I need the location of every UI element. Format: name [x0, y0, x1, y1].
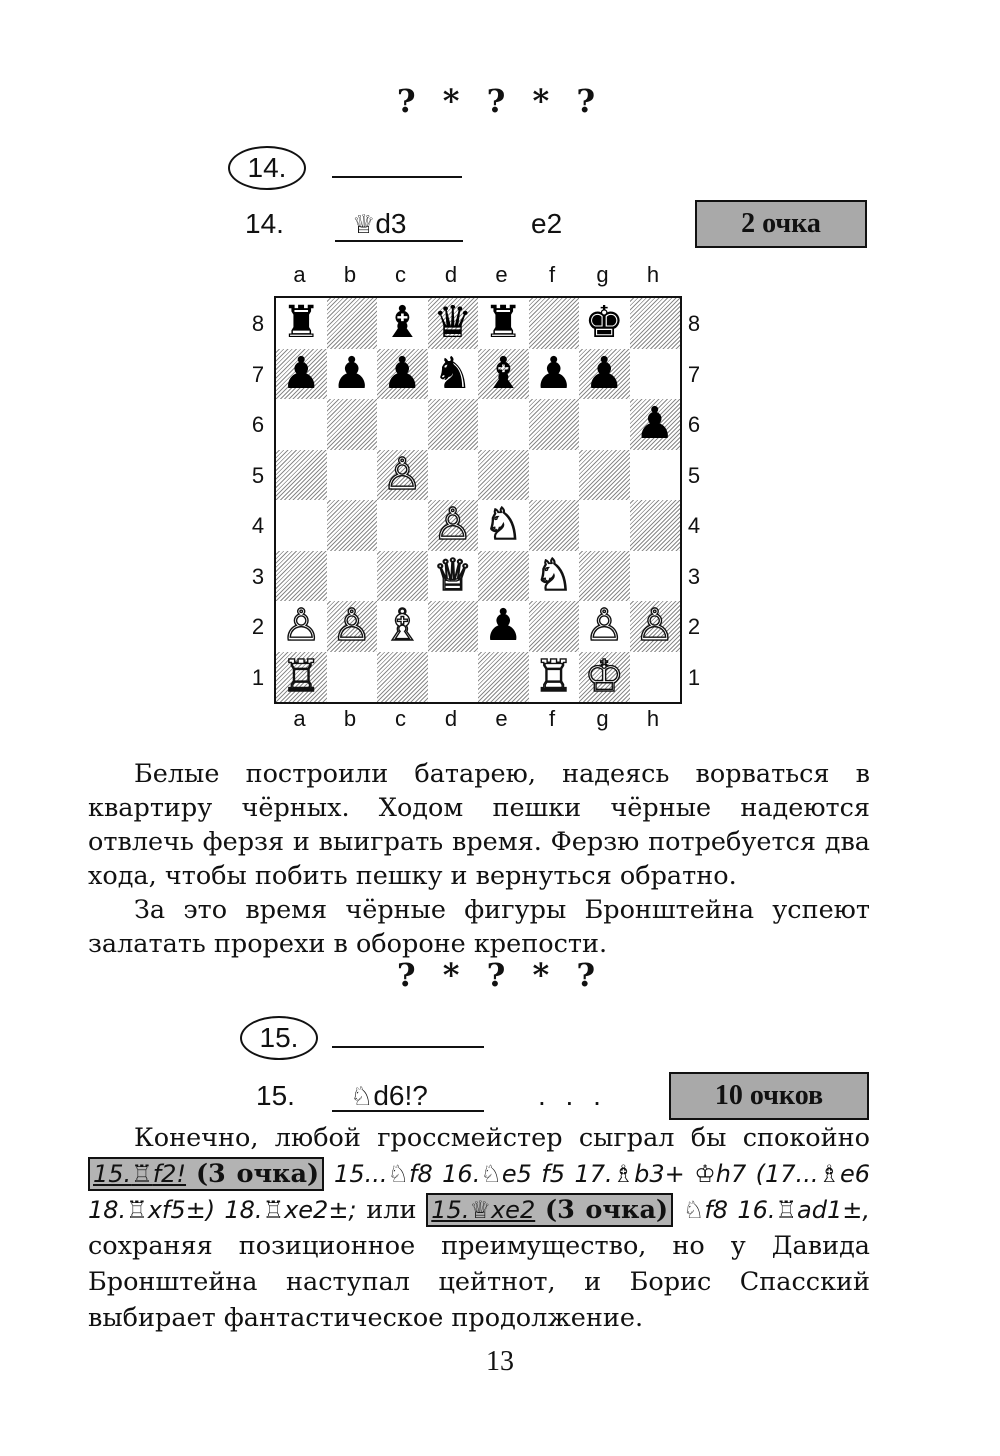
square-c7 [377, 349, 428, 400]
rook-icon: ♖ [262, 1196, 285, 1224]
separator-top: ? * ? * ? [396, 82, 604, 120]
rank-label: 1 [251, 664, 265, 690]
move-text: e6 18. [88, 1160, 871, 1224]
square-d6 [428, 399, 479, 450]
square-f6 [529, 399, 580, 450]
square-h3 [630, 551, 681, 602]
square-h7 [630, 349, 681, 400]
page-number: 13 [486, 1346, 514, 1377]
square-g6 [579, 399, 630, 450]
answer-move-square: d3 [375, 208, 407, 239]
rank-label: 2 [251, 614, 265, 639]
white-knight-icon: ♘ [483, 499, 523, 551]
square-b3 [327, 551, 378, 602]
file-label: e [495, 262, 508, 287]
file-label: h [646, 262, 660, 287]
file-label: f [548, 262, 556, 287]
square-h4 [630, 500, 681, 551]
black-pawn-icon: ♟ [332, 347, 372, 399]
white-rook-icon: ♖ [534, 650, 574, 702]
move-text: (17... [755, 1160, 819, 1188]
black-pawn-icon: ♟ [382, 347, 422, 399]
square-a5 [276, 450, 327, 501]
black-pawn-icon: ♟ [534, 347, 574, 399]
rank-label: 5 [687, 462, 701, 488]
square-g3 [579, 551, 630, 602]
square-a7 [276, 349, 327, 400]
move-text: e5 f5 17. [501, 1160, 613, 1188]
square-h5 [630, 450, 681, 501]
square-c4 [377, 500, 428, 551]
file-label: d [444, 262, 458, 287]
black-pawn-icon: ♟ [635, 398, 675, 450]
file-label: g [596, 262, 609, 287]
black-move: e2 [531, 208, 563, 239]
comment-paragraph-1: Белые построили батарею, надеясь ворваться в квартиру чёрных. Ходом пешки чёрные надеются отвлечь ферзя и выиграть время. Ферзю потребуется два хода, чтобы побить пешку и вернуться обратно. [88, 759, 870, 891]
white-rook-icon: ♖ [281, 650, 321, 702]
white-queen-icon: ♕ [433, 549, 473, 601]
question-number-oval: 14. [228, 146, 306, 190]
file-label: h [646, 706, 660, 731]
white-pawn-icon: ♙ [332, 600, 372, 652]
knight-icon: ♘ [682, 1196, 705, 1224]
answer-blank-line [332, 1046, 484, 1048]
comment-text: Конечно, любой гроссмейстер сыграл бы спокойно [134, 1123, 870, 1153]
points-label: (3 очка) [545, 1195, 669, 1225]
chess-diagram [250, 262, 710, 742]
white-pawn-icon: ♙ [281, 600, 321, 652]
black-pawn-icon: ♟ [584, 347, 624, 399]
square-f2 [529, 601, 580, 652]
square-c5 [377, 450, 428, 501]
square-b6 [327, 399, 378, 450]
square-f8 [529, 298, 580, 349]
square-d8 [428, 298, 479, 349]
move-text: 15... [334, 1160, 388, 1188]
file-label: c [395, 706, 406, 731]
square-f5 [529, 450, 580, 501]
rank-label: 4 [687, 513, 701, 538]
file-label: e [495, 706, 508, 731]
points-box: 2 очка [695, 200, 867, 248]
square-e4 [478, 500, 529, 551]
square-e7 [478, 349, 529, 400]
square-f1 [529, 652, 580, 703]
rank-label: 6 [687, 412, 701, 437]
square-d1 [428, 652, 479, 703]
black-queen-icon: ♛ [433, 297, 473, 349]
white-king-icon: ♔ [584, 650, 624, 702]
square-a3 [276, 551, 327, 602]
knight-icon: ♘ [350, 1082, 374, 1112]
white-pawn-icon: ♙ [584, 600, 624, 652]
black-king-icon: ♚ [584, 297, 624, 349]
white-pawn-icon: ♙ [635, 600, 675, 652]
highlight-variation-2 [426, 1193, 673, 1227]
file-label: d [444, 706, 458, 731]
rank-label: 8 [251, 311, 265, 336]
square-b5 [327, 450, 378, 501]
square-b1 [327, 652, 378, 703]
black-rook-icon: ♜ [281, 297, 321, 349]
square-e2 [478, 601, 529, 652]
rook-icon: ♖ [775, 1196, 798, 1224]
knight-icon: ♘ [387, 1160, 409, 1188]
move-text: xf5±) 18. [147, 1196, 263, 1224]
file-label: a [293, 706, 306, 731]
file-label: f [548, 706, 556, 731]
black-bishop-icon: ♝ [483, 347, 523, 399]
bishop-icon: ♗ [612, 1160, 635, 1188]
square-b7 [327, 349, 378, 400]
rank-label: 7 [687, 361, 701, 387]
square-c3 [377, 551, 428, 602]
knight-icon: ♘ [480, 1160, 502, 1188]
rook-icon: ♖ [126, 1196, 148, 1224]
square-f3 [529, 551, 580, 602]
square-d5 [428, 450, 479, 501]
answer-underline [332, 1110, 484, 1112]
answer-number: 15. [256, 1080, 295, 1111]
chess-board [274, 296, 682, 704]
rank-label: 4 [251, 513, 265, 538]
bishop-icon: ♗ [818, 1160, 840, 1188]
queen-icon: ♕ [469, 1196, 491, 1224]
square-f7 [529, 349, 580, 400]
square-g4 [579, 500, 630, 551]
square-h6 [630, 399, 681, 450]
square-e5 [478, 450, 529, 501]
square-h8 [630, 298, 681, 349]
black-pawn-icon: ♟ [483, 600, 523, 652]
comment-15 [88, 1120, 870, 1336]
square-a8 [276, 298, 327, 349]
question-number-oval: 15. [240, 1016, 318, 1060]
answer-blank-line [332, 176, 462, 178]
black-rook-icon: ♜ [483, 297, 523, 349]
square-d3 [428, 551, 479, 602]
white-knight-icon: ♘ [534, 549, 574, 601]
square-h2 [630, 601, 681, 652]
move-text: b3+ [634, 1160, 685, 1188]
square-h1 [630, 652, 681, 703]
white-pawn-icon: ♙ [433, 499, 473, 551]
square-b4 [327, 500, 378, 551]
white-pawn-icon: ♙ [382, 448, 422, 500]
answer-underline [335, 240, 463, 242]
rank-label: 3 [251, 563, 265, 589]
file-label: b [343, 706, 357, 731]
rank-label: 7 [251, 361, 265, 387]
ellipsis: . . . [538, 1080, 607, 1111]
square-c6 [377, 399, 428, 450]
move-number: 15. [431, 1196, 470, 1224]
king-icon: ♔ [694, 1160, 716, 1188]
square-g8 [579, 298, 630, 349]
file-label: a [293, 262, 306, 287]
move-text: f8 16. [704, 1196, 776, 1224]
move-text: xe2 [490, 1196, 536, 1224]
comment-paragraph-2: За это время чёрные фигуры Бронштейна успеют залатать прорехи в обороне крепости. [88, 895, 870, 959]
move-text: ad1±, [797, 1196, 870, 1224]
move-text: h7 [715, 1160, 747, 1188]
separator-middle: ? * ? * ? [396, 956, 604, 994]
square-a1 [276, 652, 327, 703]
answer-move-square: d6!? [373, 1080, 428, 1111]
square-g5 [579, 450, 630, 501]
black-pawn-icon: ♟ [281, 347, 321, 399]
square-d2 [428, 601, 479, 652]
rank-label: 3 [687, 563, 701, 589]
file-label: g [596, 706, 609, 731]
square-d4 [428, 500, 479, 551]
points-box: 10 очков [669, 1072, 869, 1120]
rank-label: 6 [251, 412, 265, 437]
square-f4 [529, 500, 580, 551]
answer-move [350, 1080, 428, 1112]
square-d7 [428, 349, 479, 400]
rank-label: 1 [687, 664, 701, 690]
square-g2 [579, 601, 630, 652]
square-c8 [377, 298, 428, 349]
square-a2 [276, 601, 327, 652]
square-g1 [579, 652, 630, 703]
answer-move [352, 208, 406, 240]
move-text: f8 16. [409, 1160, 481, 1188]
square-e3 [478, 551, 529, 602]
highlight-variation-1 [88, 1157, 324, 1191]
square-c1 [377, 652, 428, 703]
square-a6 [276, 399, 327, 450]
square-b8 [327, 298, 378, 349]
square-c2 [377, 601, 428, 652]
queen-icon: ♕ [352, 210, 376, 240]
comment-text: или [366, 1195, 417, 1225]
comment-text: сохраняя позиционное преимущество, но у Давида Бронштейна наступал цейтнот, и Борис Спасский выбирает фантастическое продолжение. [88, 1231, 870, 1333]
move-text: xe2±; [284, 1196, 357, 1224]
move-number: 15. [93, 1160, 132, 1188]
move-text: f2! [152, 1160, 187, 1188]
square-g7 [579, 349, 630, 400]
file-label: c [395, 262, 406, 287]
square-b2 [327, 601, 378, 652]
file-label: b [343, 262, 357, 287]
black-bishop-icon: ♝ [382, 297, 422, 349]
rank-label: 5 [251, 462, 265, 488]
answer-number: 14. [245, 208, 284, 239]
square-e6 [478, 399, 529, 450]
rook-icon: ♖ [131, 1160, 153, 1188]
square-a4 [276, 500, 327, 551]
black-knight-icon: ♞ [433, 347, 473, 399]
rank-label: 2 [687, 614, 701, 639]
white-bishop-icon: ♗ [382, 600, 422, 652]
points-label: (3 очка) [195, 1159, 320, 1189]
square-e1 [478, 652, 529, 703]
square-e8 [478, 298, 529, 349]
rank-label: 8 [687, 311, 701, 336]
